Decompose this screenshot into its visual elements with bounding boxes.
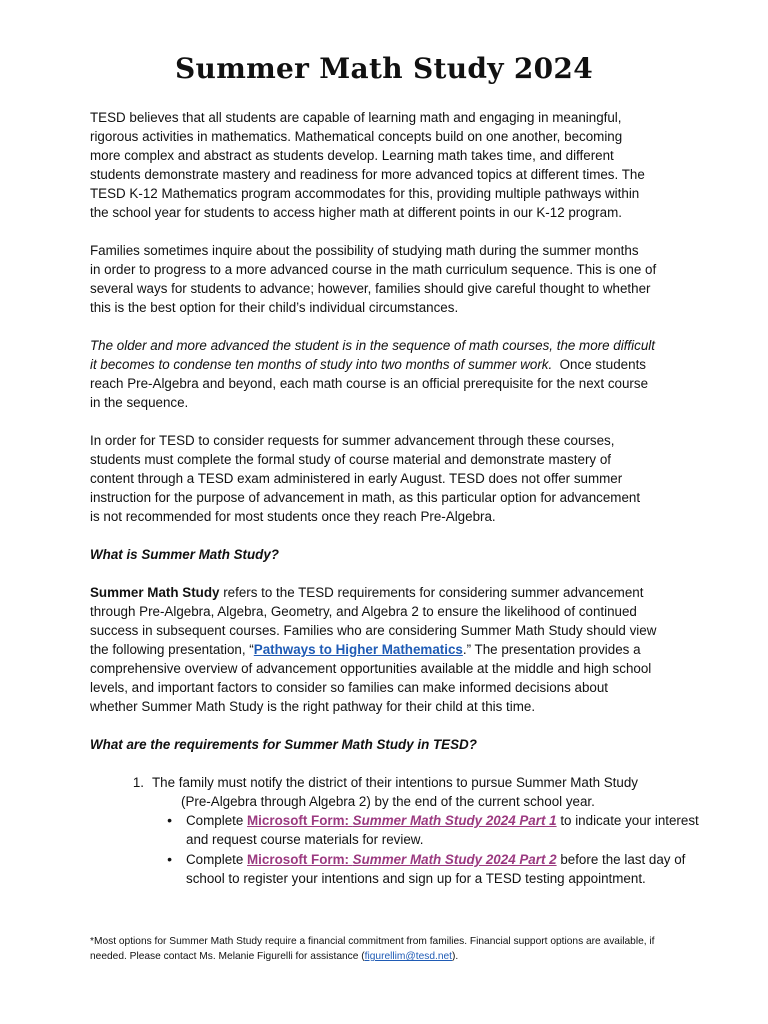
text-line: (Pre-Algebra through Algebra 2) by the end of the current school year. — [181, 794, 595, 809]
form-part1-link[interactable] — [247, 813, 557, 828]
text-span: refers to the TESD requirements for considering summer advancement — [219, 585, 644, 600]
text-line: this is the best option for their child’s individual circumstances. — [90, 300, 459, 315]
section-heading-what-is: What is Summer Math Study? — [90, 547, 279, 562]
text-line: comprehensive overview of advancement opportunities available at the middle and high school — [90, 661, 652, 676]
bullet-icon: • — [167, 812, 172, 828]
paragraph-summer-inquiry — [90, 241, 690, 317]
link-text: Microsoft Form: — [247, 813, 353, 828]
text-line: is not recommended for most students once they reach Pre-Algebra. — [90, 509, 496, 524]
text-line: levels, and important factors to consider so families can make informed decisions about — [90, 680, 609, 695]
form-part2-link[interactable] — [247, 852, 557, 867]
text-line: instruction for the purpose of advancement in math, as this particular option for advancement — [90, 490, 641, 505]
list-item — [90, 811, 730, 849]
text-line — [90, 773, 730, 792]
italic-text: The older and more advanced the student is in the sequence of math courses, the more difficult — [90, 338, 655, 353]
text-span: Complete — [186, 813, 248, 828]
text-line: and request course materials for review. — [186, 832, 424, 847]
text-line: In order for TESD to consider requests for summer advancement through these courses, — [90, 433, 615, 448]
text-line: through Pre-Algebra, Algebra, Geometry, and Algebra 2 to ensure the likelihood of continued — [90, 604, 637, 619]
text-line: *Most options for Summer Math Study require a financial commitment from families. Financial support options are available, if — [90, 936, 655, 947]
text-line: whether Summer Math Study is the right pathway for their child at this time. — [90, 699, 536, 714]
text-line: more complex and abstract as students develop. Learning math takes time, and different — [90, 148, 614, 163]
text-line: in the sequence. — [90, 395, 189, 410]
text-span: needed. Please contact Ms. Melanie Figurelli for assistance ( — [90, 951, 365, 962]
text-span: the following presentation, “ — [90, 642, 254, 657]
text-line: students demonstrate mastery and readiness for more advanced topics at different times. The — [90, 167, 645, 182]
text-span: to indicate your interest — [556, 813, 699, 828]
text-line — [90, 949, 700, 964]
text-span: Once students — [552, 357, 646, 372]
italic-text: it becomes to condense ten months of study into two months of summer work. — [90, 357, 553, 372]
text-span: Complete — [186, 852, 248, 867]
text-line: in order to progress to a more advanced course in the math curriculum sequence. This is one of — [90, 262, 657, 277]
text-line: students must complete the formal study of course material and demonstrate mastery of — [90, 452, 611, 467]
text-span: The family must notify the district of their intentions to pursue Summer Math Study — [152, 775, 638, 790]
list-number: 1. — [132, 775, 144, 790]
email-link[interactable]: figurellim@tesd.net — [364, 951, 452, 962]
text-line — [90, 355, 690, 374]
section-heading-requirements: What are the requirements for Summer Math Study in TESD? — [90, 737, 477, 752]
list-item — [90, 850, 730, 888]
link-text-italic: Summer Math Study 2024 Part 2 — [352, 852, 557, 867]
paragraph-intro — [90, 108, 690, 222]
link-text-italic: Summer Math Study 2024 Part 1 — [352, 813, 557, 828]
text-span: ). — [452, 951, 459, 962]
text-line — [90, 336, 690, 355]
paragraph-difficulty — [90, 336, 690, 412]
link-text: Microsoft Form: — [247, 852, 353, 867]
bullet-icon: • — [167, 851, 172, 867]
document-title: Summer Math Study 2024 — [175, 52, 593, 85]
pathways-presentation-link[interactable]: Pathways to Higher Mathematics — [253, 642, 463, 657]
list-item — [90, 773, 730, 811]
text-line — [90, 811, 730, 830]
bold-term: Summer Math Study — [90, 585, 220, 600]
text-line: content through a TESD exam administered in early August. TESD does not offer summer — [90, 471, 623, 486]
text-line: reach Pre-Algebra and beyond, each math course is an official prerequisite for the next course — [90, 376, 649, 391]
text-span: .” The presentation provides a — [462, 642, 641, 657]
text-line — [90, 640, 690, 659]
text-line: Families sometimes inquire about the possibility of studying math during the summer months — [90, 243, 639, 258]
paragraph-definition — [90, 583, 690, 716]
text-line — [90, 850, 730, 869]
text-line: TESD K-12 Mathematics program accommodates for this, providing multiple pathways within — [90, 186, 640, 201]
text-line: school to register your intentions and sign up for a TESD testing appointment. — [186, 871, 646, 886]
paragraph-requests — [90, 431, 690, 526]
footnote — [90, 934, 700, 964]
text-line: several ways for students to advance; however, families should give careful thought to whether — [90, 281, 651, 296]
text-line — [90, 583, 690, 602]
text-span: before the last day of — [556, 852, 686, 867]
text-line: the school year for students to access higher math at different points in our K-12 program. — [90, 205, 622, 220]
text-line: success in subsequent courses. Families who are considering Summer Math Study should view — [90, 623, 657, 638]
text-line: TESD believes that all students are capable of learning math and engaging in meaningful, — [90, 110, 622, 125]
text-line: rigorous activities in mathematics. Mathematical concepts build on one another, becoming — [90, 129, 623, 144]
